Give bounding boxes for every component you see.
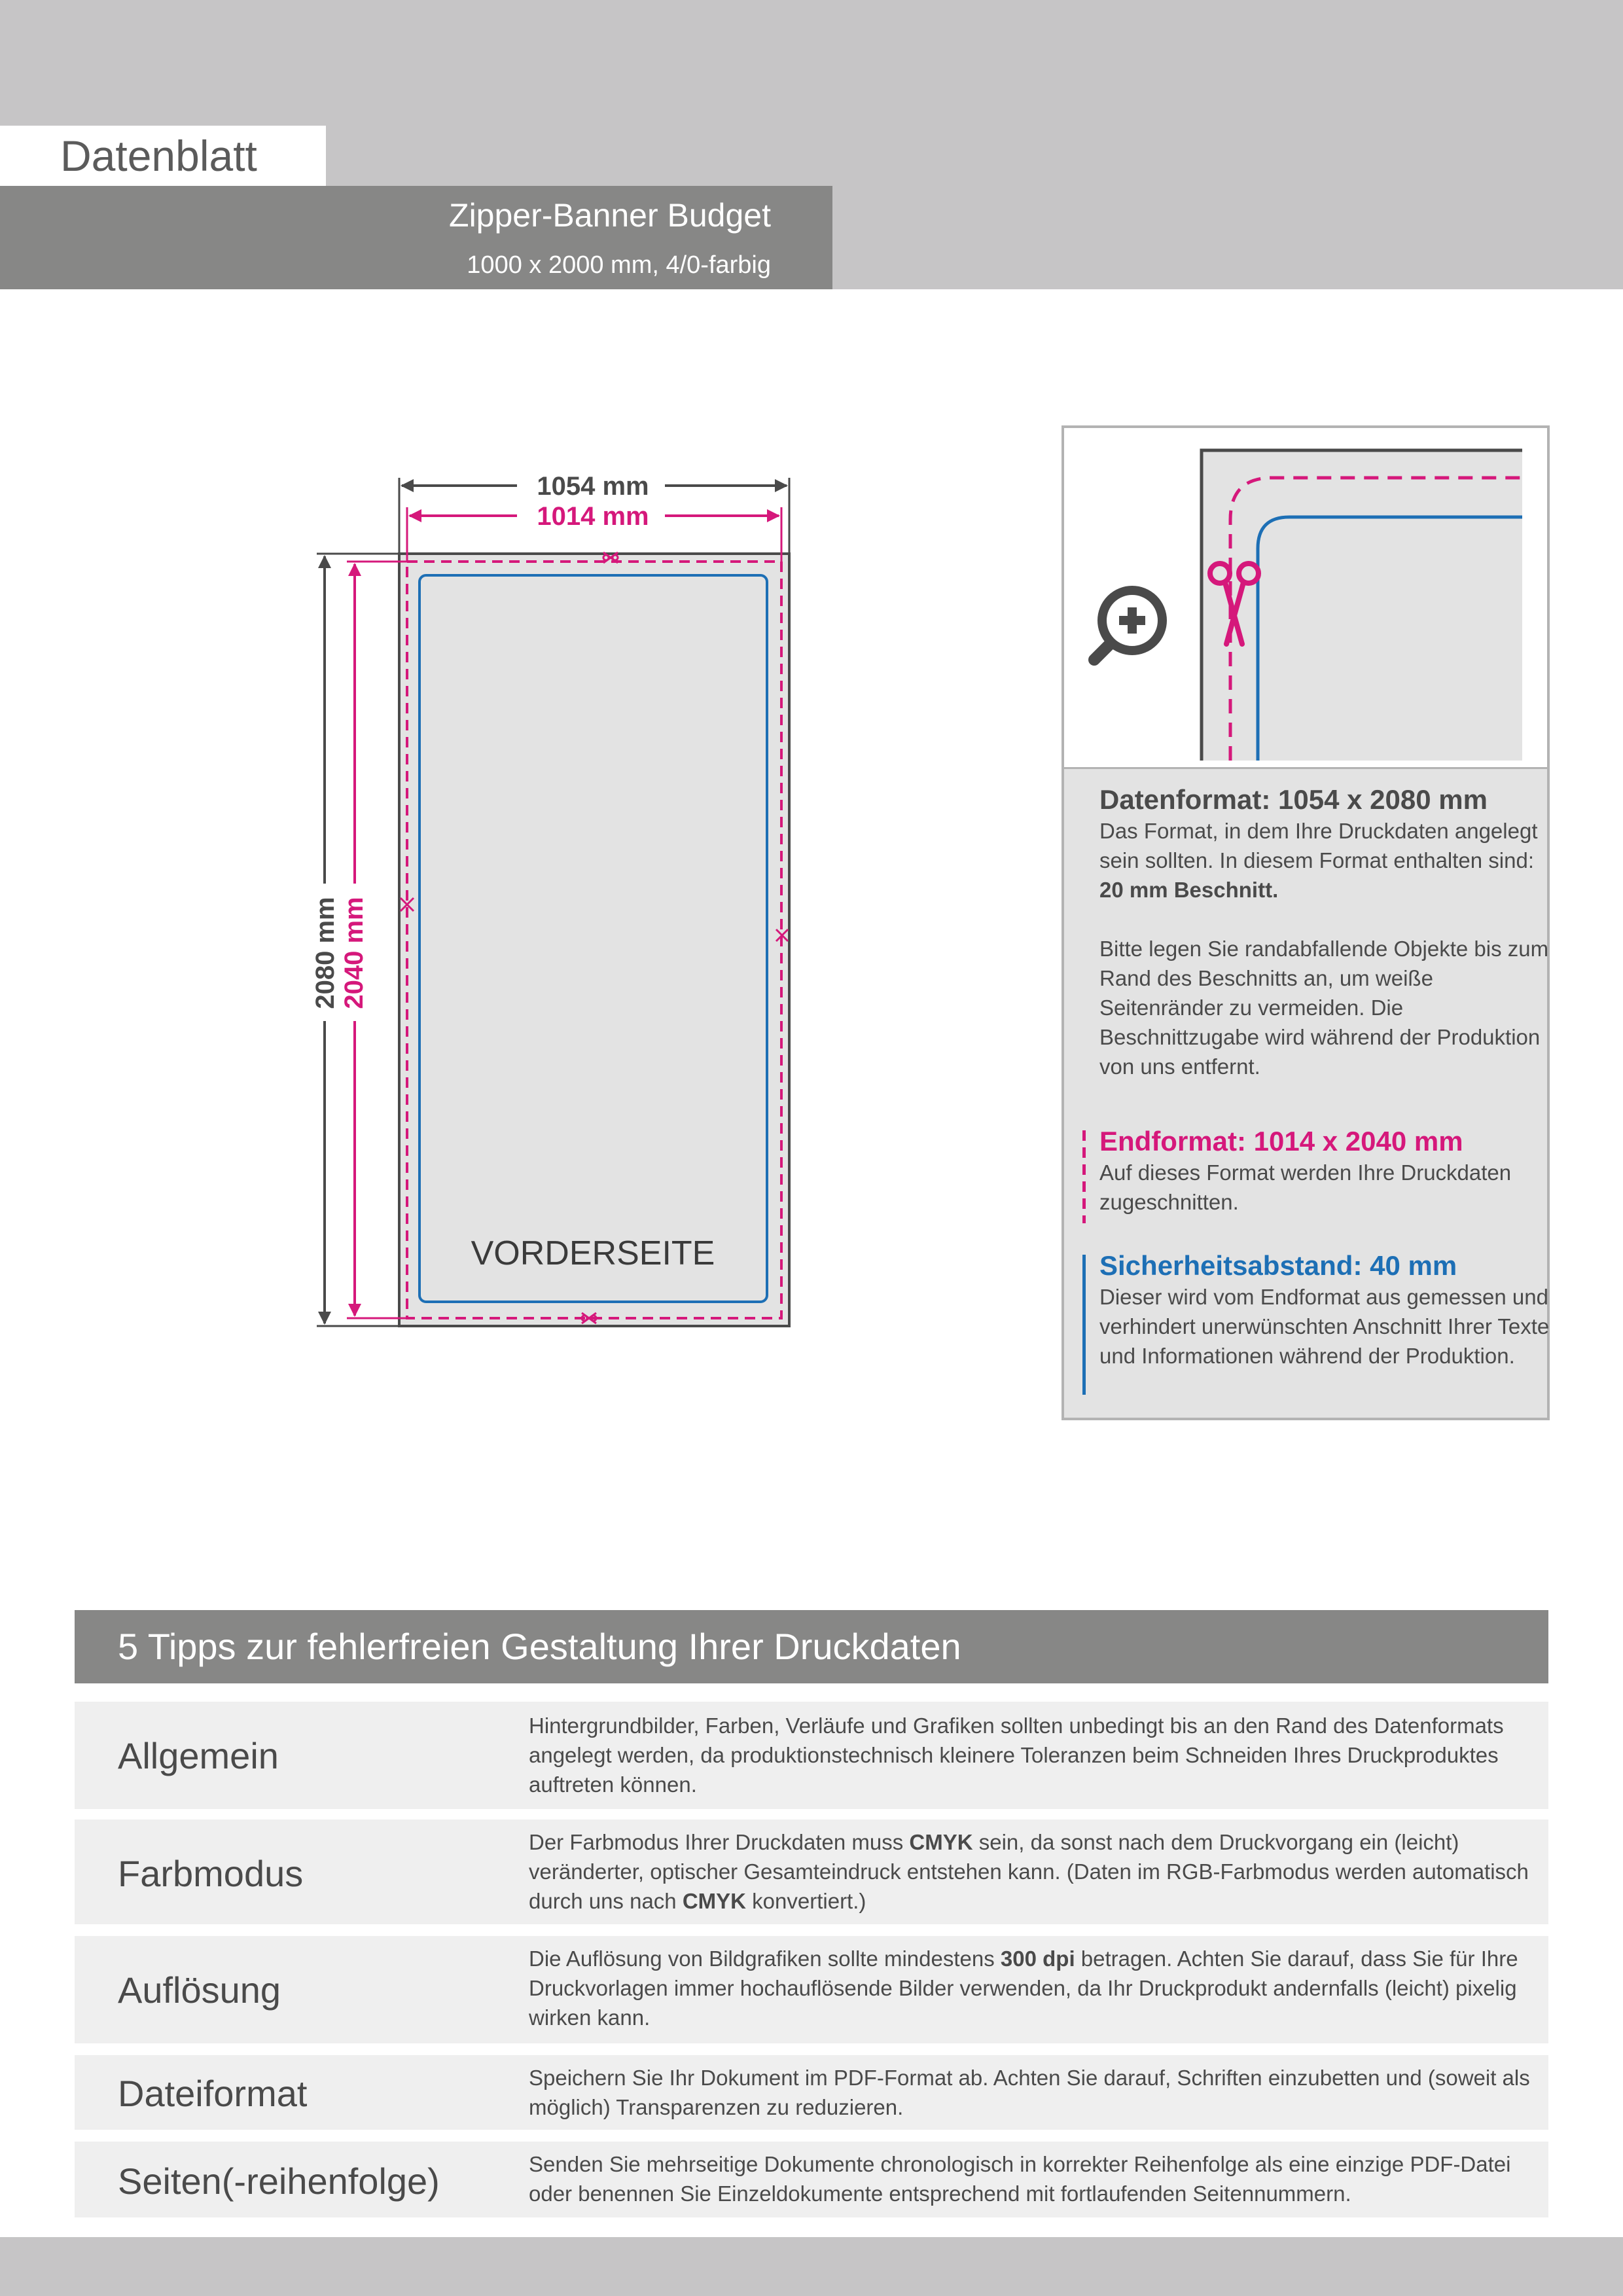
sicherheit-bar [1082,1255,1086,1395]
tip-text-bold: CMYK [682,1889,746,1913]
page-title: Datenblatt [60,132,257,180]
endformat-title: Endformat: 1014 x 2040 mm [1099,1126,1463,1157]
tip-text: Hintergrundbilder, Farben, Verläufe und Grafiken sollten unbedingt bis an den Rand des Datenformats angelegt werden, da produktionstechnisch kleinere Toleranzen beim Schneiden Ihres Druckproduktes auftreten können. [529,1713,1504,1797]
datenformat-text-bold: 20 mm Beschnitt. [1099,878,1279,902]
sicherheit-title: Sicherheitsabstand: 40 mm [1099,1250,1457,1281]
height-end-label: 2040 mm [340,897,368,1009]
width-data-label: 1054 mm [537,472,649,501]
tip-text-bold: 300 dpi [1000,1946,1075,1971]
tip-text [529,1827,1530,1916]
tip-row-seiten [75,2142,1548,2217]
height-data-label: 2080 mm [311,897,340,1009]
tip-label: Farbmodus [118,1853,304,1894]
tip-row-aufloesung [75,1936,1548,2043]
datenformat-text [1099,816,1551,905]
format-info-box [1061,767,1550,1420]
datenformat-title: Datenformat: 1054 x 2080 mm [1099,784,1488,815]
datenformat-text-1: Das Format, in dem Ihre Druckdaten angelegt sein sollten. In diesem Format enthalten sind: [1099,819,1538,872]
tip-text-part: Der Farbmodus Ihrer Druckdaten muss [529,1830,910,1854]
tip-text [529,1944,1530,2032]
tips-title: 5 Tipps zur fehlerfreien Gestaltung Ihrer Druckdaten [118,1626,961,1667]
side-label: VORDERSEITE [471,1234,715,1272]
tip-label: Seiten(-reihenfolge) [118,2161,440,2202]
tip-label: Allgemein [118,1735,279,1776]
product-spec: 1000 x 2000 mm, 4/0-farbig [467,251,771,279]
tip-text-part: konvertiert.) [746,1889,866,1913]
tip-text-bold: CMYK [909,1830,973,1854]
endformat-bar [1082,1130,1086,1223]
tip-text-part: sein, da sonst nach dem Druckvorgang ein (leicht) veränderter, optischer Gesamteindruck entstehen kann. (Daten im RGB-Farbmodus werden automatisch durch uns nach [529,1830,1529,1913]
tip-row-farbmodus [75,1820,1548,1924]
datenformat-text-2: Bitte legen Sie randabfallende Objekte bis zum Rand des Beschnitts an, um weiße Seitenränder zu vermeiden. Die Beschnittzugabe wird während der Produktion von uns entfernt. [1099,937,1549,1079]
tip-text-part: Die Auflösung von Bildgrafiken sollte mindestens [529,1946,1001,1971]
width-end-label: 1014 mm [537,502,649,531]
tip-text: Speichern Sie Ihr Dokument im PDF-Format ab. Achten Sie darauf, Schriften einzubetten und (soweit als möglich) Transparenzen zu reduzieren. [529,2066,1530,2119]
tip-text: Senden Sie mehrseitige Dokumente chronologisch in korrekter Reihenfolge als eine einzige PDF-Datei oder benennen Sie Einzeldokumente entsprechend mit fortlaufenden Seitennummern. [529,2152,1511,2206]
zoom-in-icon [1094,590,1162,660]
data-format-rect [399,554,789,1326]
product-name: Zipper-Banner Budget [449,197,771,234]
zoom-detail [1061,425,1550,770]
footer-band [0,2237,1623,2296]
tip-row-allgemein [75,1702,1548,1809]
tip-label: Dateiformat [118,2073,308,2114]
tip-row-dateiformat [75,2055,1548,2130]
zoom-detail-graphic [1064,428,1547,767]
endformat-text: Auf dieses Format werden Ihre Druckdaten zugeschnitten. [1099,1160,1512,1214]
tip-label: Auflösung [118,1969,281,2011]
sicherheit-text: Dieser wird vom Endformat aus gemessen und verhindert unerwünschten Anschnitt Ihrer Texte und Informationen während der Produktion. [1099,1285,1550,1368]
tip-text-part: betragen. Achten Sie darauf, dass Sie für Ihre Druckvorlagen immer hochauflösende Bilder verwenden, da Ihr Druckprodukt andernfalls (leicht) pixelig wirken kann. [529,1946,1518,2030]
